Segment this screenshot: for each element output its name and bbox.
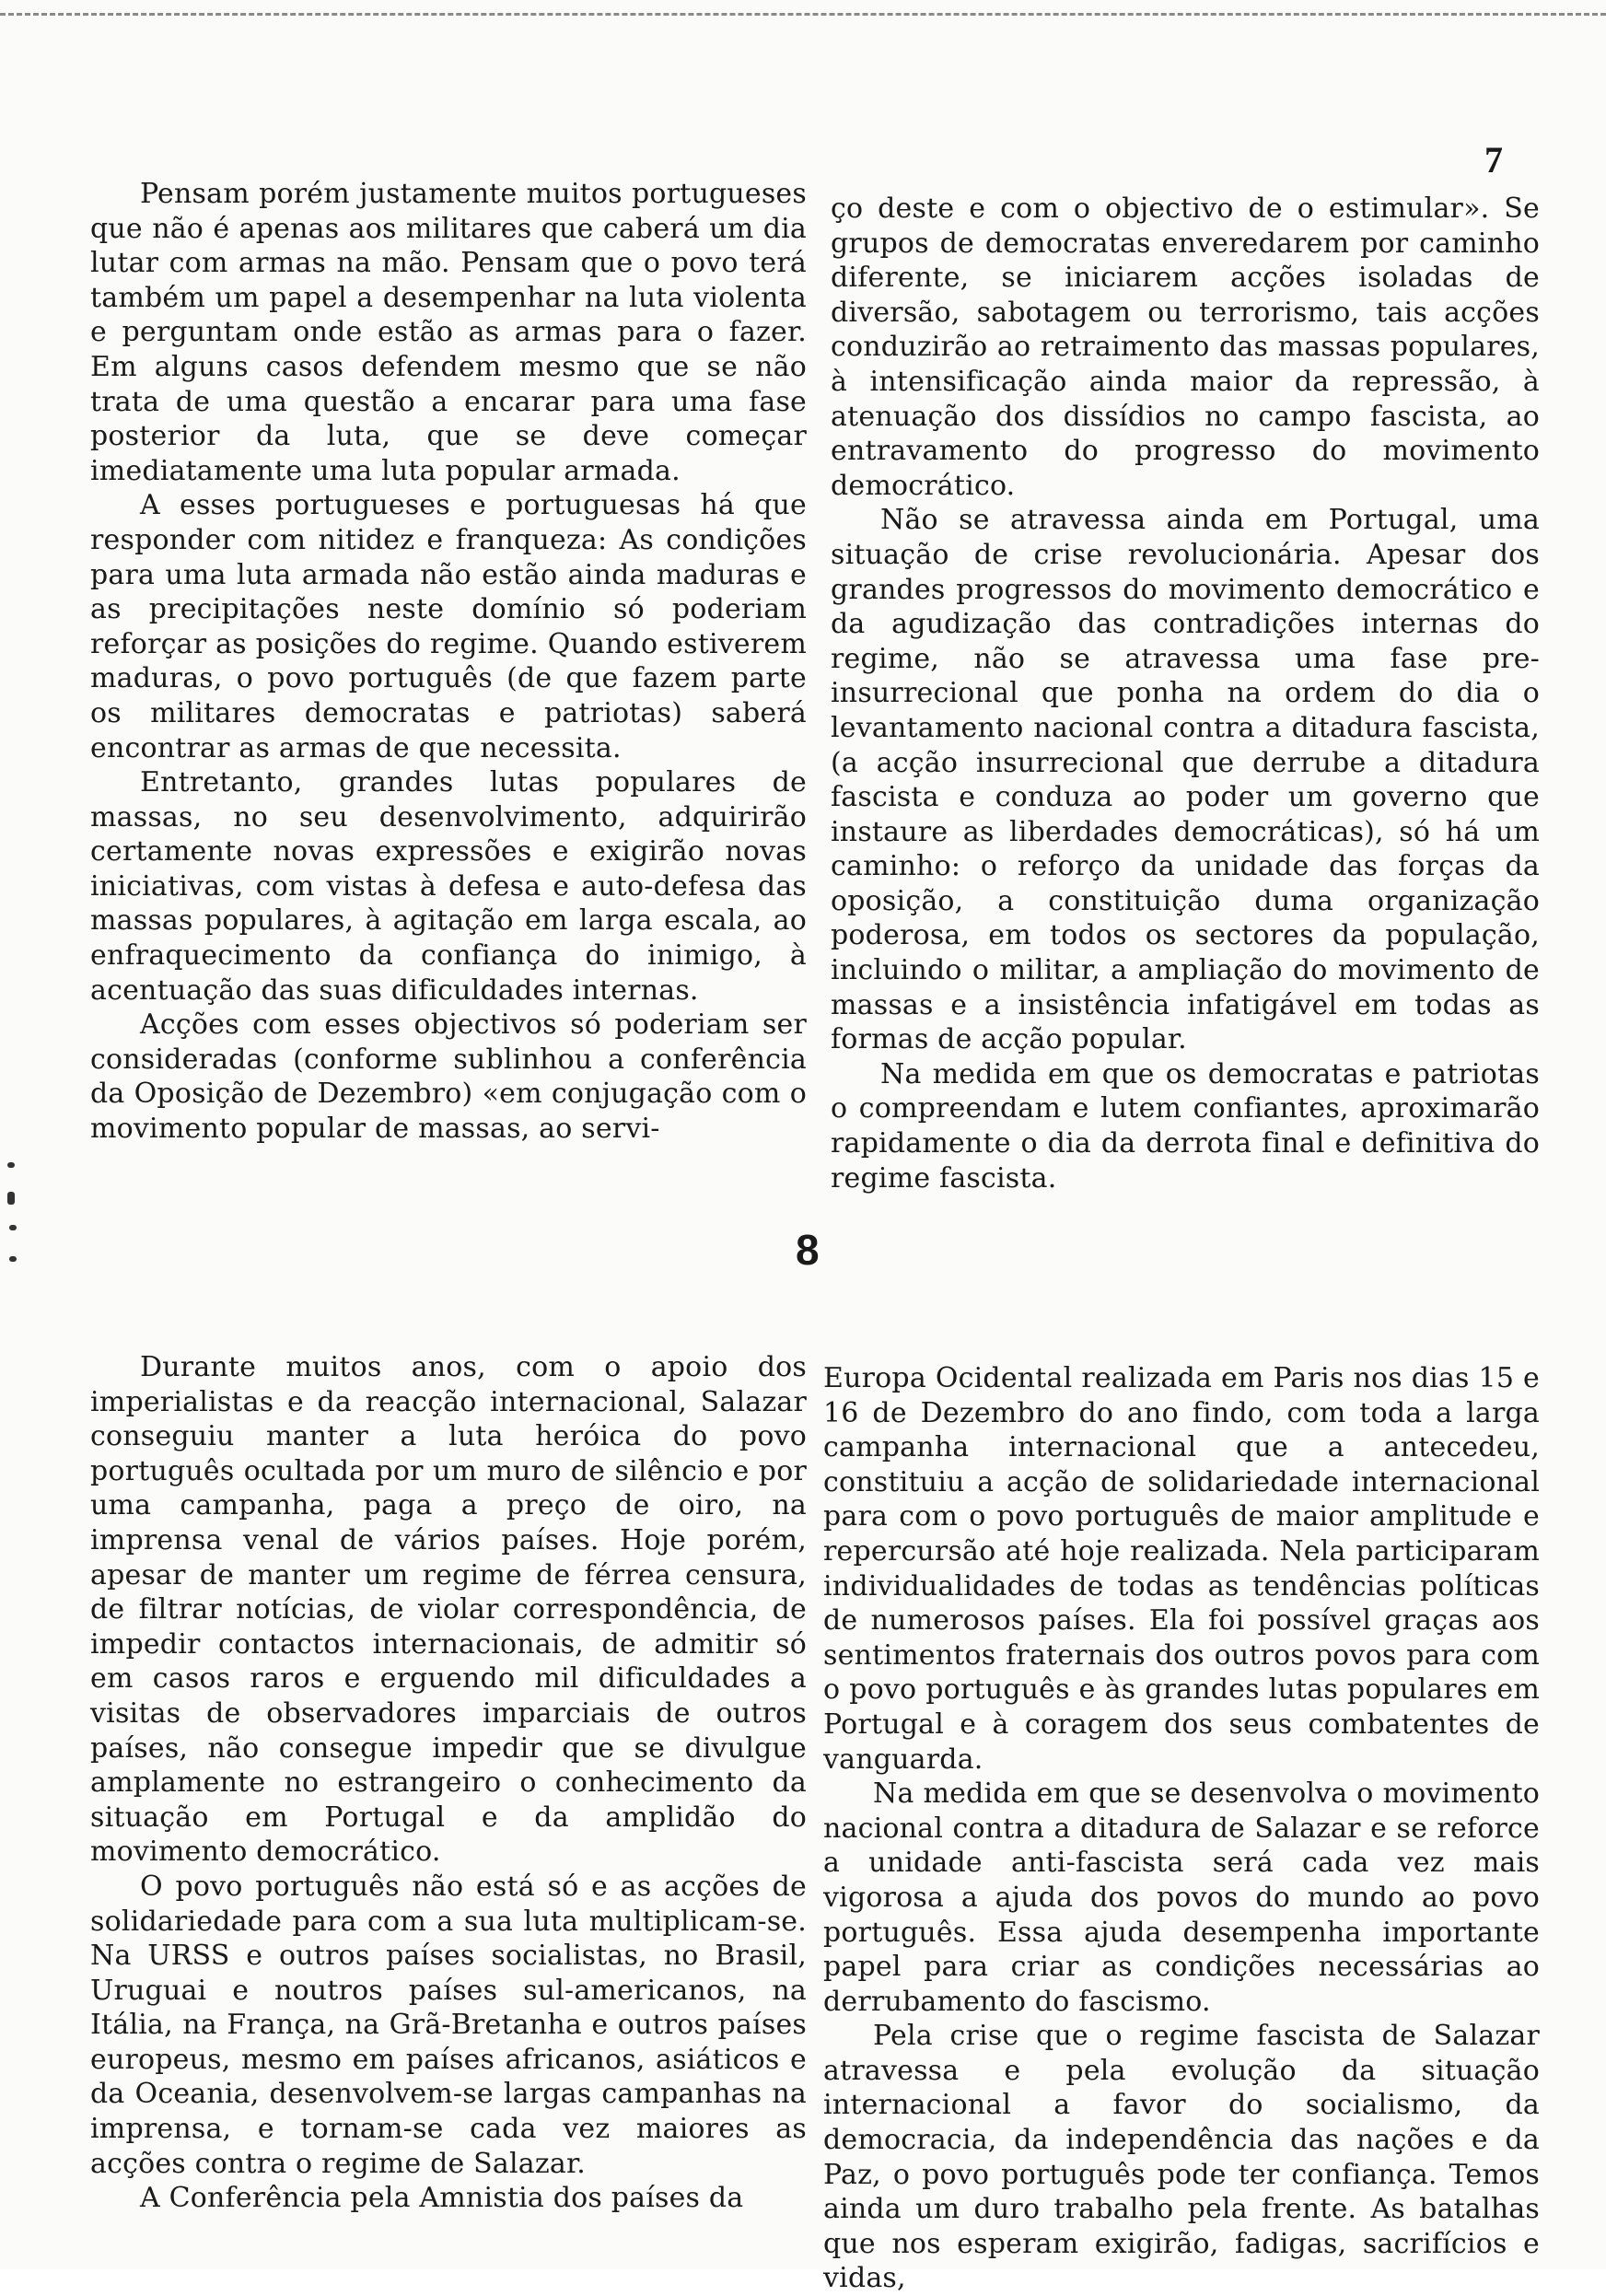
paragraph: Na medida em que os democratas e patriotas o compreendam e lutem confiantes, aproximarão rapidamente o dia da derrota final e definitiva do regime fascista.	[831, 1057, 1540, 1195]
paragraph: Pensam porém justamente muitos portugueses que não é apenas aos militares que caberá um dia lutar com armas na mão. Pensam que o povo terá também um papel a desempenhar na luta violenta e perguntam onde estão as armas para o fazer. Em alguns casos defendem mesmo que se não trata de uma questão a encarar para uma fase posterior da luta, que se deve começar imediatamente uma luta popular armada.	[90, 178, 807, 487]
margin-mark	[9, 1256, 17, 1262]
paragraph: Entretanto, grandes lutas populares de massas, no seu desenvolvimento, adquirirão certamente novas expressões e exigirão novas iniciativas, com vistas à defesa e auto-defesa das massas populares, à agitação em larga escala, ao enfraquecimento da confiança do inimigo, à acentuação das suas dificuldades internas.	[90, 766, 807, 1007]
paragraph: Acções com esses objectivos só poderiam ser consideradas (conforme sublinhou a conferência da Oposição de Dezembro) «em conjugação com o movimento popular de massas, ao servi-	[90, 1008, 807, 1146]
section7-left-column	[90, 177, 807, 1147]
margin-mark	[9, 1225, 17, 1230]
section8-right-column	[823, 1361, 1540, 2296]
margin-mark	[7, 1162, 15, 1168]
section-number: 8	[796, 1226, 820, 1274]
paragraph: Pela crise que o regime fascista de Salazar atravessa e pela evolução da situação internacional a favor do socialismo, da democracia, da independência das nações e da Paz, o povo português pode ter confiança. Temos ainda um duro trabalho pela frente. As batalhas que nos esperam exigirão, fadigas, sacrifícios e vidas,	[823, 2020, 1540, 2295]
section7-right-column	[831, 192, 1540, 1195]
paragraph: ço deste e com o objectivo de o estimular». Se grupos de democratas enveredarem por caminho diferente, se iniciarem acções isoladas de diversão, sabotagem ou terrorismo, tais acções conduzirão ao retraimento das massas populares, à intensificação ainda maior da repressão, à atenuação dos dissídios no campo fascista, ao entravamento do progresso do movimento democrático.	[831, 192, 1540, 502]
paragraph: A esses portugueses e portuguesas há que responder com nitidez e franqueza: As condições para uma luta armada não estão ainda maduras e as precipitações neste domínio só poderiam reforçar as posições do regime. Quando estiverem maduras, o povo português (de que fazem parte os militares democratas e patriotas) saberá encontrar as armas de que necessita.	[90, 489, 807, 764]
paragraph: Não se atravessa ainda em Portugal, uma situação de crise revolucionária. Apesar dos grandes progressos do movimento democrático e da agudização das contradições internas do regime, não se atravessa uma fase pre-insurrecional que ponha na ordem do dia o levantamento nacional contra a ditadura fascista, (a acção insurrecional que derrube a ditadura fascista e conduza ao poder um governo que instaure as liberdades democráticas), só há um caminho: o reforço da unidade das forças da oposição, a constituição duma organização poderosa, em todos os sectores da população, incluindo o militar, a ampliação do movimento de massas e a insistência infatigável em todas as formas de acção popular.	[831, 504, 1540, 1056]
top-edge-rule	[0, 0, 1606, 16]
paragraph: O povo português não está só e as acções de solidariedade para com a sua luta multiplicam-se. Na URSS e outros países socialistas, no Brasil, Uruguai e noutros países sul-americanos, na Itália, na França, na Grã-Bretanha e outros países europeus, mesmo em países africanos, asiáticos e da Oceania, desenvolvem-se largas campanhas na imprensa, e tornam-se cada vez maiores as acções contra o regime de Salazar.	[90, 1870, 807, 2180]
margin-mark	[7, 1192, 15, 1205]
paragraph: Durante muitos anos, com o apoio dos imperialistas e da reacção internacional, Salazar conseguiu manter a luta heróica do povo português ocultada por um muro de silêncio e por uma campanha, paga a preço de oiro, na imprensa venal de vários países. Hoje porém, apesar de manter um regime de férrea censura, de filtrar notícias, de violar correspondência, de impedir contactos internacionais, de admitir só em casos raros e erguendo mil dificuldades a visitas de observadores imparciais de outros países, não consegue impedir que se divulgue amplamente no estrangeiro o conhecimento da situação em Portugal e da amplidão do movimento democrático.	[90, 1351, 807, 1869]
paragraph: Na medida em que se desenvolva o movimento nacional contra a ditadura de Salazar e se reforce a unidade anti-fascista será cada vez mais vigorosa a ajuda dos povos do mundo ao povo português. Essa ajuda desempenha importante papel para criar as condições necessárias ao derrubamento do fascismo.	[823, 1777, 1540, 2018]
section8-left-column	[90, 1350, 807, 2216]
paragraph: Europa Ocidental realizada em Paris nos dias 15 e 16 de Dezembro do ano findo, com toda a larga campanha internacional que a antecedeu, constituiu a acção de solidariedade internacional para com o povo português de maior amplitude e repercursão até hoje realizada. Nela participaram individualidades de todas as tendências políticas de numerosos países. Ela foi possível graças aos sentimentos fraternais dos outros povos para com o povo português e às grandes lutas populares em Portugal e à coragem dos seus combatentes de vanguarda.	[823, 1362, 1540, 1776]
page-number: 7	[1484, 139, 1503, 181]
paragraph: A Conferência pela Amnistia dos países da	[140, 2182, 744, 2215]
